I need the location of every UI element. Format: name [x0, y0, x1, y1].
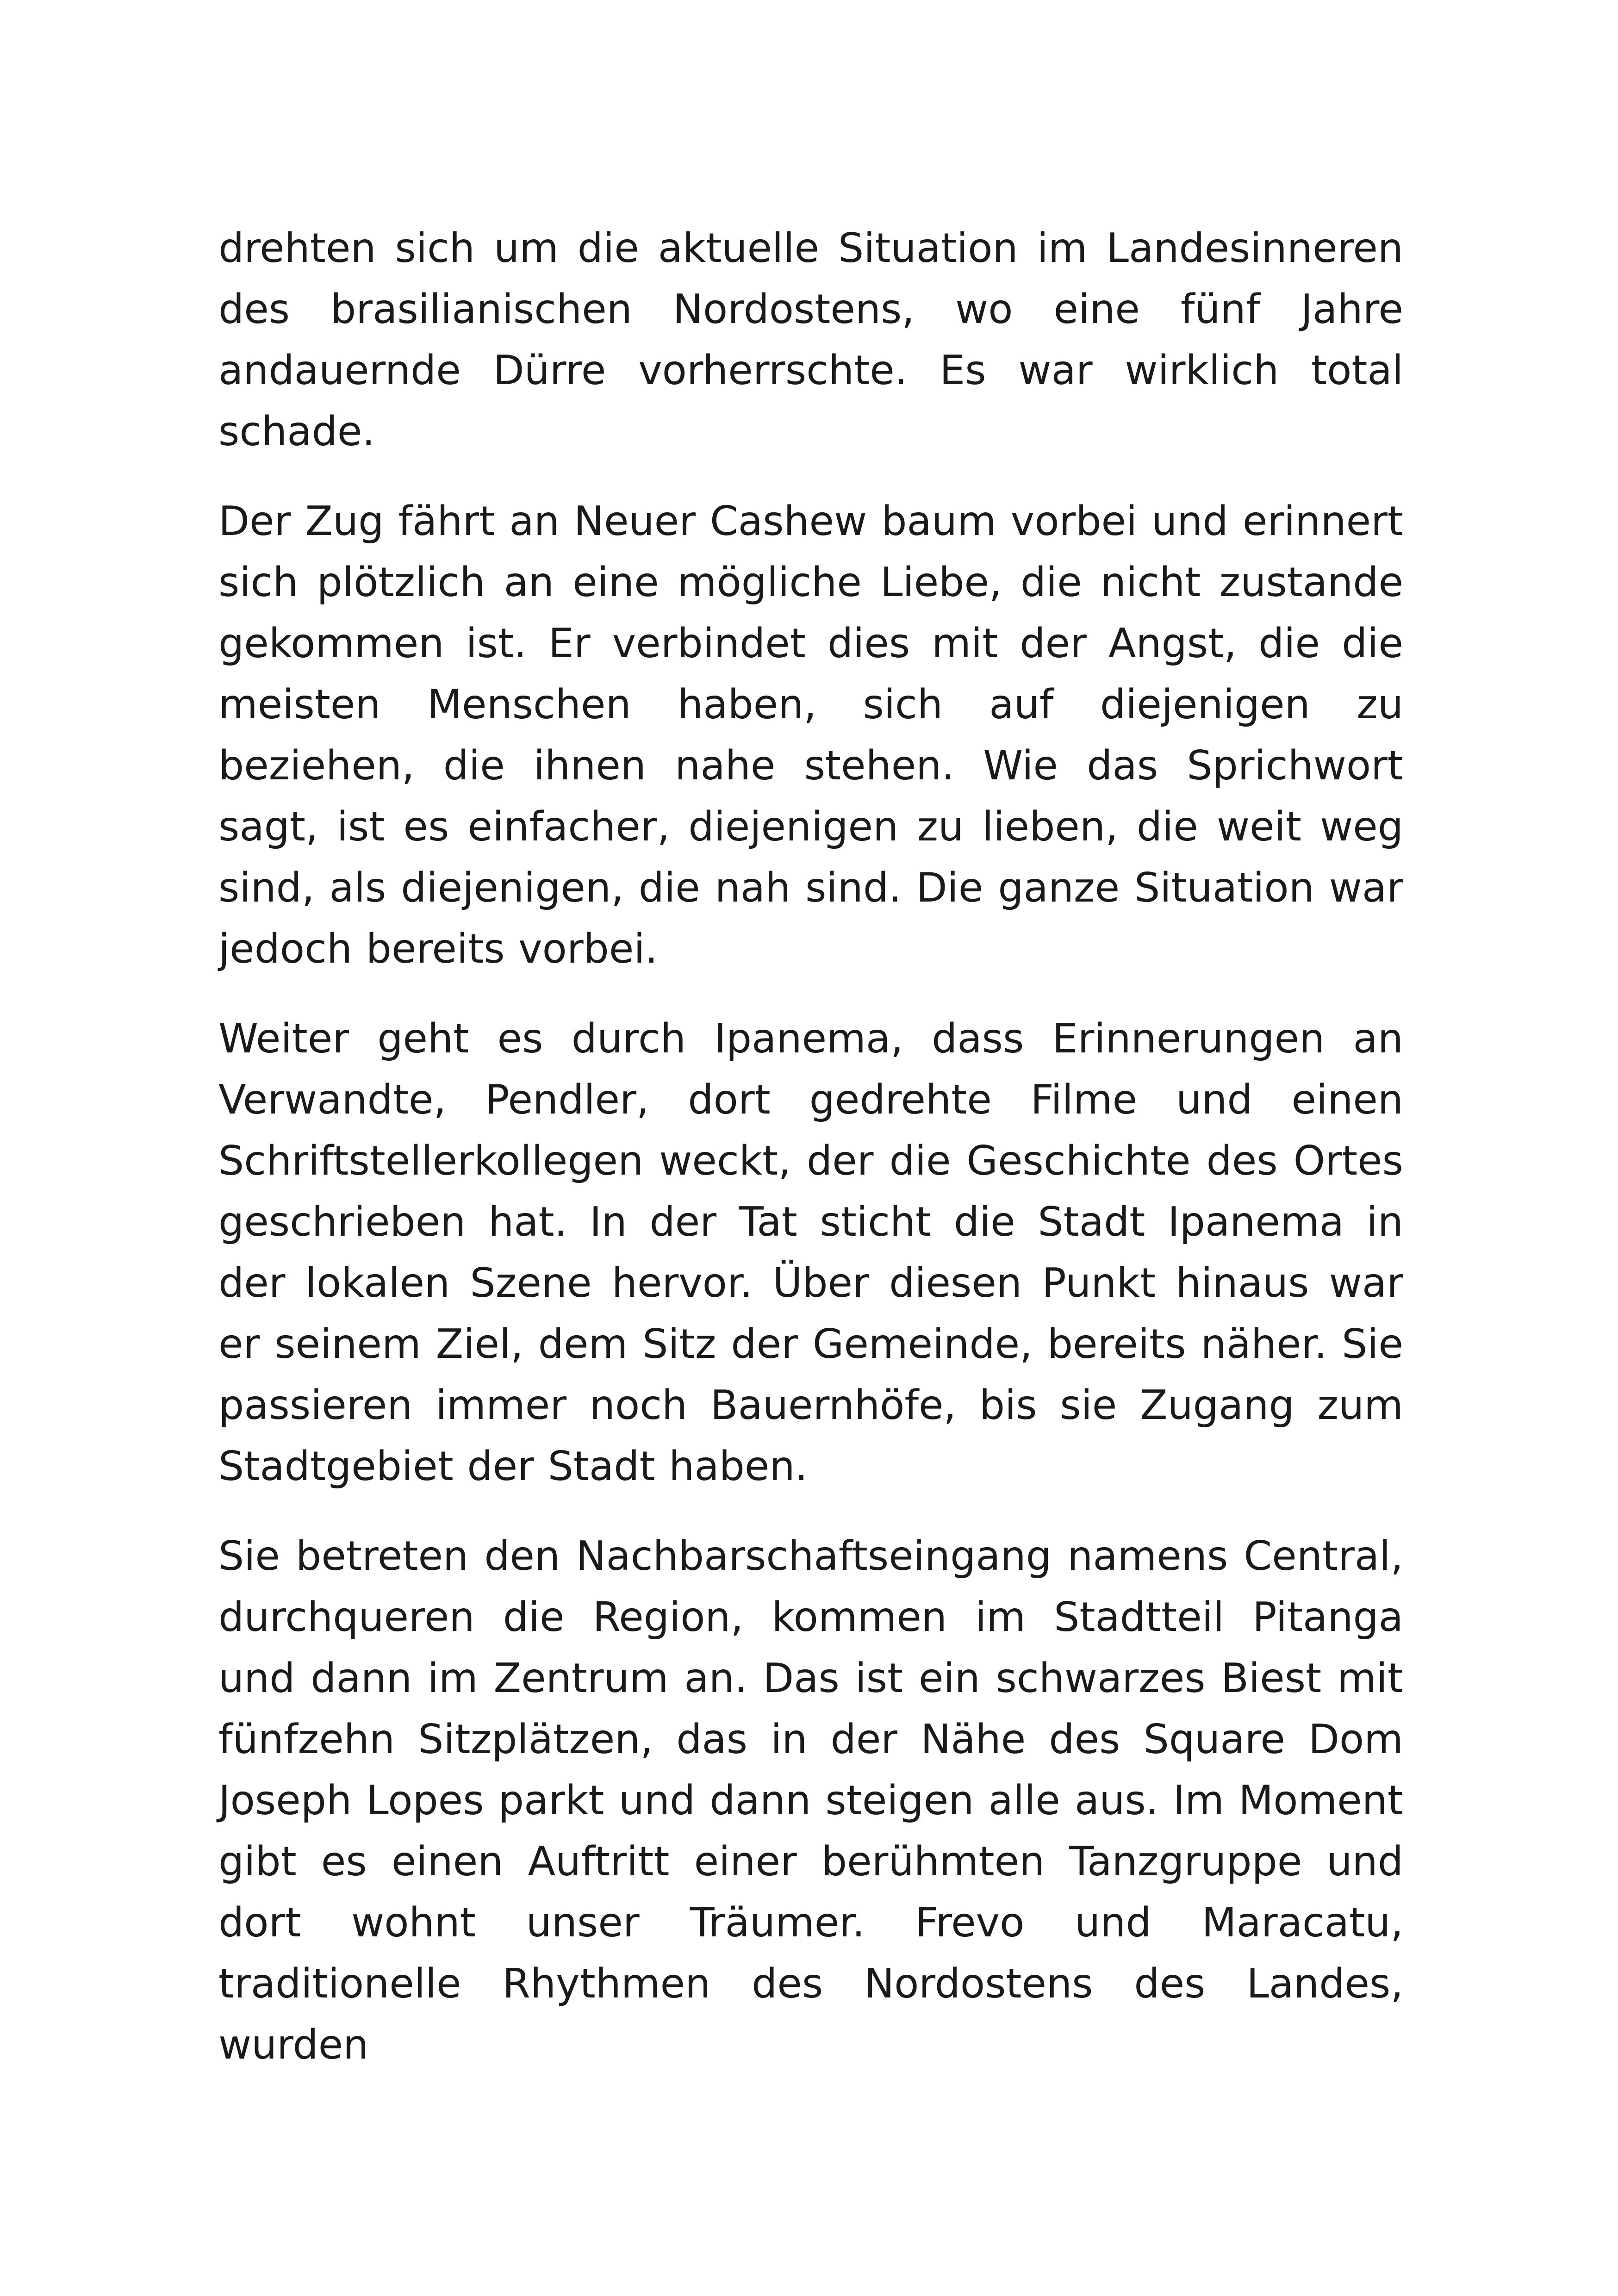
paragraph-4: Sie betreten den Nachbarschaftseingang namens Central, durchqueren die Region, kommen im Stadtteil Pitanga und dann im Zentrum an. Das ist ein schwarzes Biest mit fünfzehn Sitzplätzen, das in der Nähe des Square Dom Joseph Lopes parkt und dann steigen alle aus. Im Moment gibt es einen Auftritt einer berühmten Tanzgruppe und dort wohnt unser Träumer. Frevo und Maracatu, traditionelle Rhythmen des Nordostens des Landes, wurden [218, 1532, 1403, 2068]
paragraph-1: drehten sich um die aktuelle Situation im Landesinneren des brasilianischen Nordostens, wo eine fünf Jahre andauernde Dürre vorherrschte. Es war wirklich total schade. [218, 224, 1403, 455]
paragraph-3: Weiter geht es durch Ipanema, dass Erinnerungen an Verwandte, Pendler, dort gedrehte Filme und einen Schriftstellerkollegen weckt, der die Geschichte des Ortes geschrieben hat. In der Tat sticht die Stadt Ipanema in der lokalen Szene hervor. Über diesen Punkt hinaus war er seinem Ziel, dem Sitz der Gemeinde, bereits näher. Sie passieren immer noch Bauernhöfe, bis sie Zugang zum Stadtgebiet der Stadt haben. [218, 1015, 1403, 1490]
body-text [218, 218, 1403, 2104]
paragraph-2: Der Zug fährt an Neuer Cashew baum vorbei und erinnert sich plötzlich an eine mögliche Liebe, die nicht zustande gekommen ist. Er verbindet dies mit der Angst, die die meisten Menschen haben, sich auf diejenigen zu beziehen, die ihnen nahe stehen. Wie das Sprichwort sagt, ist es einfacher, diejenigen zu lieben, die weit weg sind, als diejenigen, die nah sind. Die ganze Situation war jedoch bereits vorbei. [218, 498, 1403, 972]
